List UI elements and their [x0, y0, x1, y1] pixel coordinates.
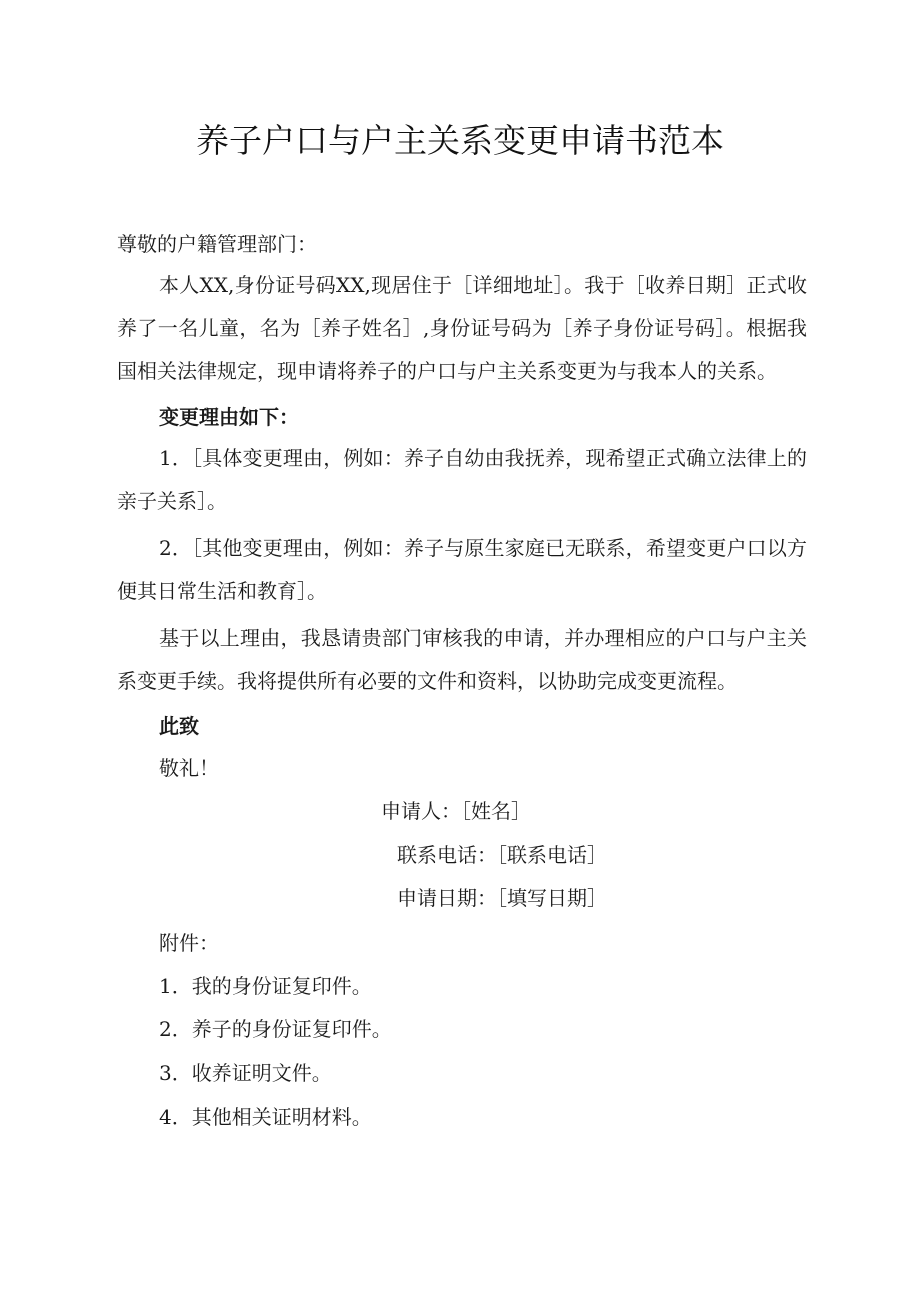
document-title: 养子户口与户主关系变更申请书范本 — [196, 121, 724, 160]
attachment-item-2: 2．养子的身份证复印件。 — [159, 1017, 392, 1041]
attachment-item-3: 3．收养证明文件。 — [159, 1061, 332, 1085]
reason-item-1: 1．［具体变更理由，例如：养子自幼由我抚养，现希望正式确立法律上的亲子关系］。 — [117, 446, 807, 513]
reasons-heading: 变更理由如下： — [159, 405, 299, 429]
closing-line-1: 此致 — [159, 714, 199, 738]
signature-date: 申请日期：［填写日期］ — [397, 886, 607, 910]
closing-line-2: 敬礼！ — [159, 756, 219, 780]
attachment-item-1: 1．我的身份证复印件。 — [159, 974, 372, 998]
attachments-heading: 附件： — [159, 931, 219, 955]
request-paragraph: 基于以上理由，我恳请贵部门审核我的申请，并办理相应的户口与户主关系变更手续。我将提供所有必要的文件和资料，以协助完成变更流程。 — [117, 626, 807, 693]
reason-item-2: 2．［其他变更理由，例如：养子与原生家庭已无联系，希望变更户口以方便其日常生活和教育］。 — [117, 536, 807, 603]
salutation: 尊敬的户籍管理部门： — [117, 232, 317, 256]
attachment-item-4: 4．其他相关证明材料。 — [159, 1105, 372, 1129]
intro-paragraph: 本人XX,身份证号码XX,现居住于［详细地址］。我于［收养日期］正式收养了一名儿童，名为［养子姓名］,身份证号码为［养子身份证号码］。根据我国相关法律规定，现申请将养子的户口与户主关系变更为与我本人的关系。 — [117, 273, 807, 383]
signature-phone: 联系电话：［联系电话］ — [397, 843, 607, 867]
signature-applicant: 申请人：［姓名］ — [381, 799, 531, 823]
